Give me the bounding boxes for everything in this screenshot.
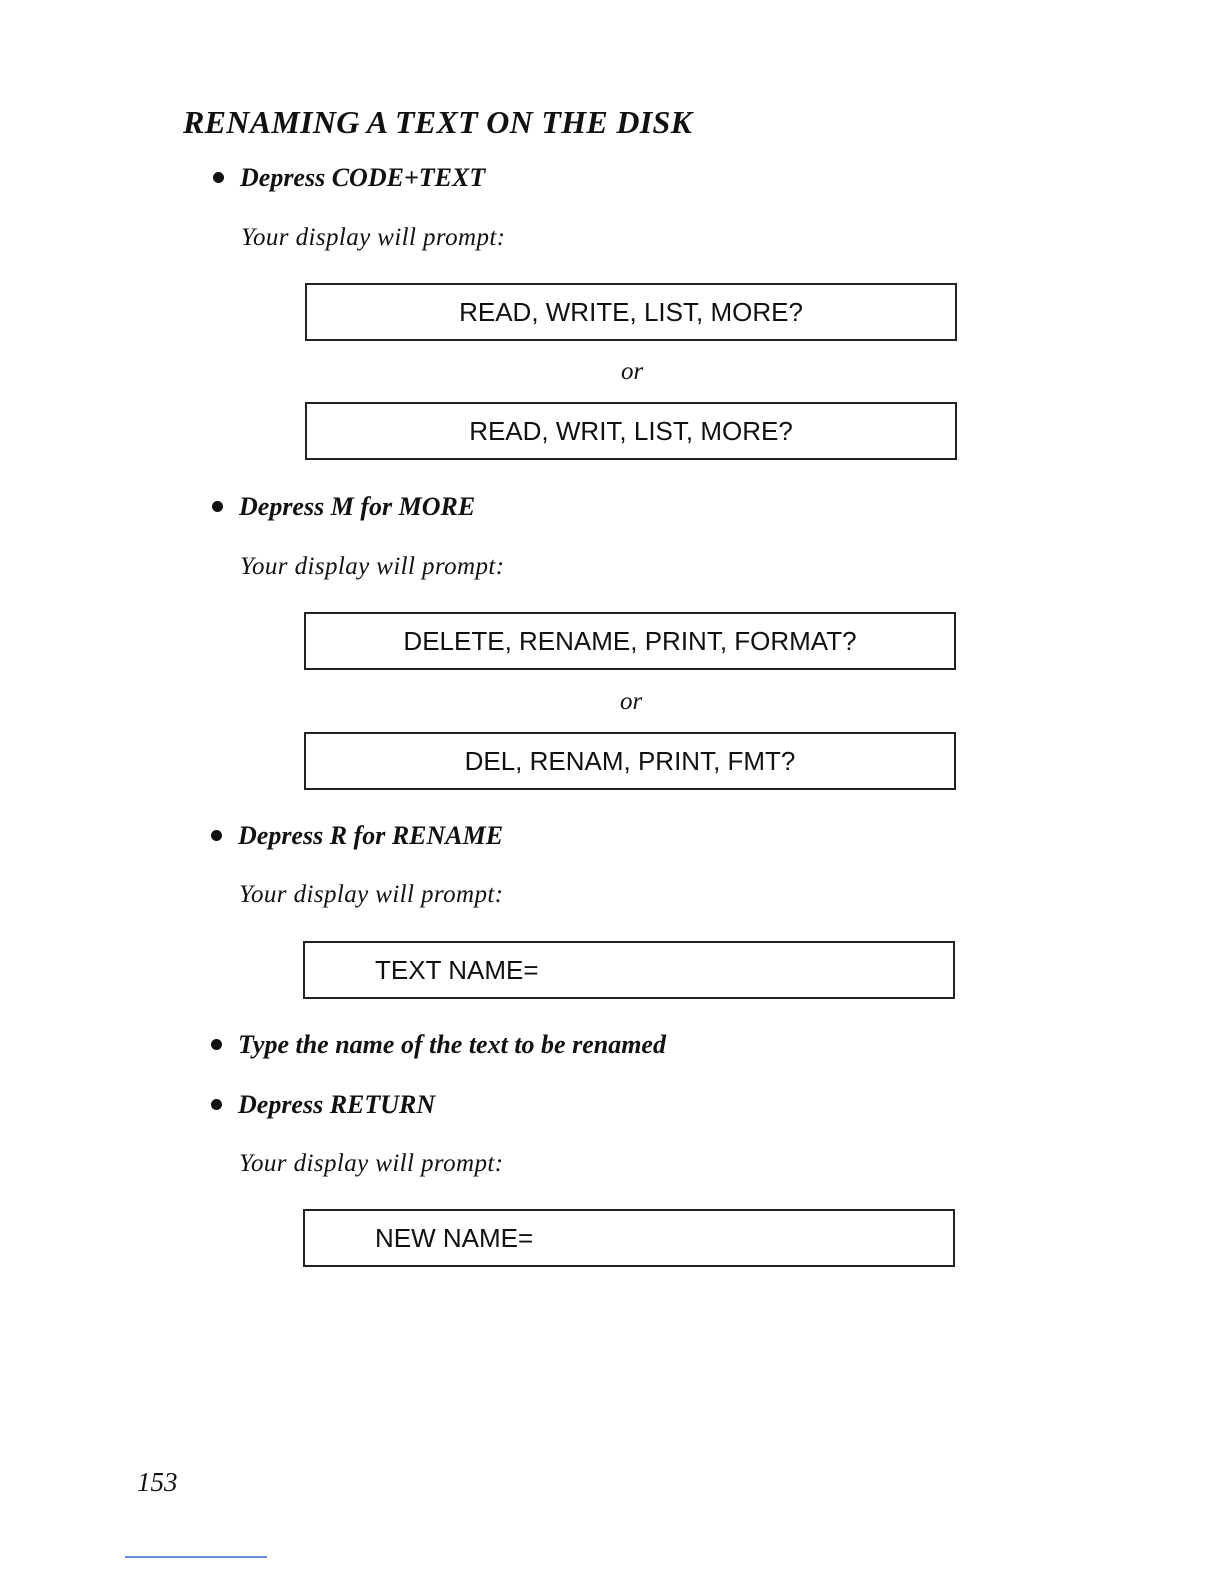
- bullet-icon: [211, 1039, 222, 1050]
- display-delete-rename-print-format: DELETE, RENAME, PRINT, FORMAT?: [304, 612, 956, 670]
- step-2-text: Depress M for MORE: [239, 492, 476, 521]
- or-separator-1: or: [621, 358, 644, 385]
- display-new-name: NEW NAME=: [303, 1209, 955, 1267]
- bullet-icon: [211, 830, 222, 841]
- display-read-write-list-more: READ, WRITE, LIST, MORE?: [305, 283, 957, 341]
- display-text-name: TEXT NAME=: [303, 941, 955, 999]
- bottom-rule: [125, 1556, 267, 1558]
- step-3-prompt: Your display will prompt:: [239, 881, 504, 908]
- page-title: RENAMING A TEXT ON THE DISK: [183, 104, 693, 140]
- or-separator-2: or: [620, 688, 643, 715]
- step-5: [211, 1090, 435, 1120]
- step-3: [211, 821, 503, 851]
- step-2-prompt: Your display will prompt:: [240, 553, 505, 580]
- page-number: 153: [137, 1467, 178, 1497]
- step-1: [213, 163, 485, 193]
- step-5-text: Depress RETURN: [238, 1090, 436, 1119]
- step-2: [212, 492, 475, 522]
- step-4-text: Type the name of the text to be renamed: [238, 1030, 666, 1059]
- step-1-text: Depress CODE+TEXT: [240, 163, 486, 192]
- step-1-prompt: Your display will prompt:: [241, 224, 506, 251]
- bullet-icon: [212, 501, 223, 512]
- bullet-icon: [213, 172, 224, 183]
- step-3-text: Depress R for RENAME: [238, 821, 504, 850]
- bullet-icon: [211, 1099, 222, 1110]
- display-del-renam-print-fmt: DEL, RENAM, PRINT, FMT?: [304, 732, 956, 790]
- step-4: [211, 1030, 666, 1060]
- display-read-writ-list-more: READ, WRIT, LIST, MORE?: [305, 402, 957, 460]
- step-5-prompt: Your display will prompt:: [239, 1150, 504, 1177]
